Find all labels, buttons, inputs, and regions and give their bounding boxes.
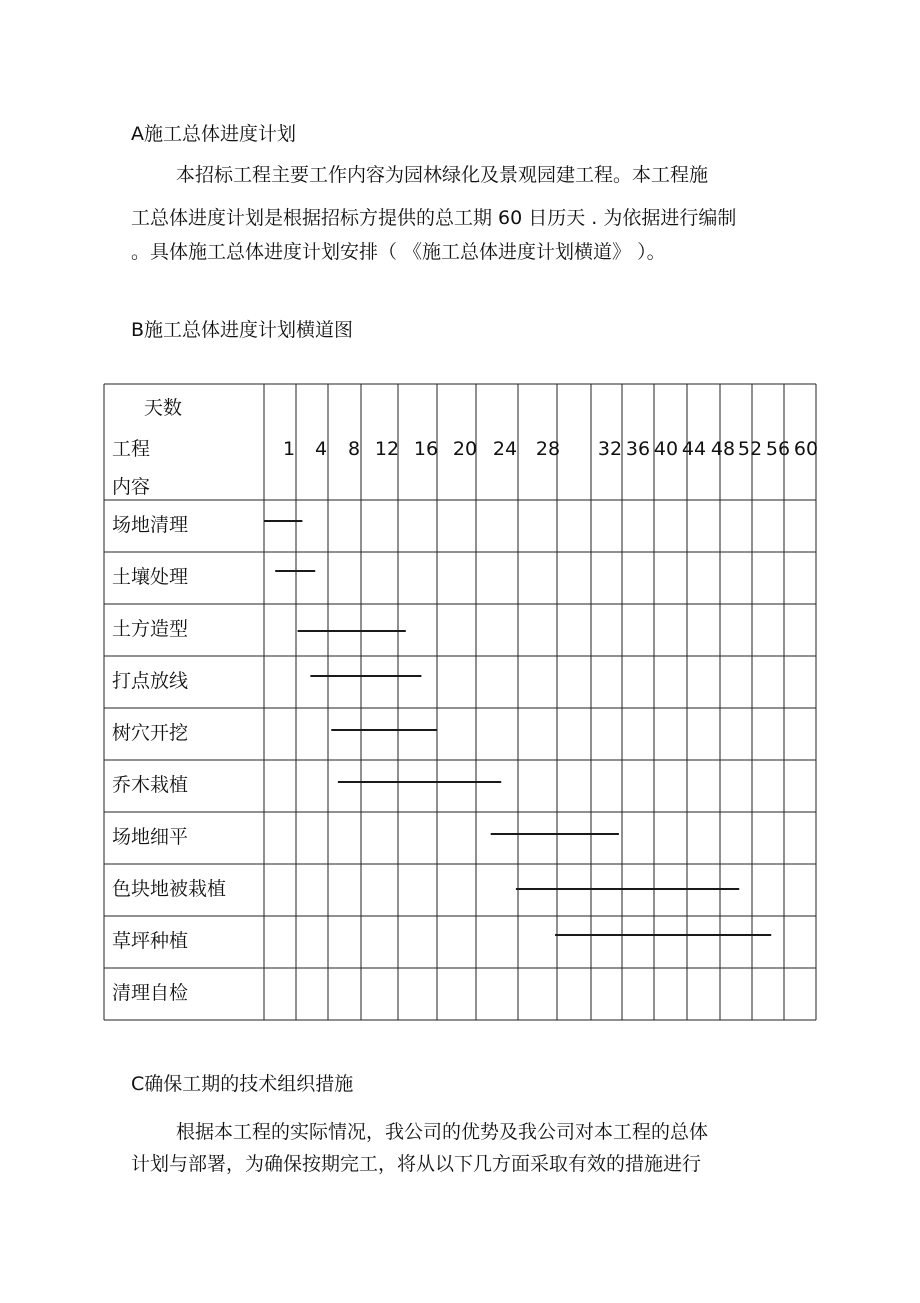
day-tick-label: 32 [597, 438, 623, 460]
section-b-title: B施工总体进度计划横道图 [131, 319, 354, 341]
day-tick-label: 36 [625, 438, 651, 460]
section-a-paragraph-line-1: 本招标工程主要工作内容为园林绿化及景观园建工程。本工程施 [176, 164, 709, 186]
day-tick-label: 60 [793, 438, 819, 460]
day-tick-label: 16 [413, 438, 439, 460]
section-c-paragraph-line-1: 根据本工程的实际情况，我公司的优势及我公司对本工程的总体 [176, 1121, 709, 1143]
header-days-label: 天数 [144, 397, 183, 419]
section-a-title: A施工总体进度计划 [131, 123, 296, 145]
task-name-label: 草坪种植 [112, 930, 189, 952]
day-tick-label: 4 [314, 438, 328, 460]
task-name-label: 色块地被栽植 [112, 878, 227, 900]
day-tick-label: 12 [374, 438, 400, 460]
section-a-paragraph-line-3: 。具体施工总体进度计划安排（ 《施工总体进度计划横道》 ）。 [131, 241, 666, 263]
day-tick-label: 52 [737, 438, 763, 460]
task-name-label: 场地细平 [112, 826, 189, 848]
header-content-label: 内容 [112, 476, 151, 498]
section-c-title: C确保工期的技术组织措施 [131, 1073, 354, 1095]
day-tick-label: 44 [681, 438, 707, 460]
day-tick-label: 48 [710, 438, 736, 460]
header-project-label: 工程 [112, 438, 151, 460]
task-name-label: 场地清理 [112, 514, 189, 536]
day-tick-label: 40 [653, 438, 679, 460]
section-a-paragraph-line-2: 工总体进度计划是根据招标方提供的总工期 60 日历天 . 为依据进行编制 [131, 207, 737, 229]
day-tick-label: 1 [282, 438, 296, 460]
day-tick-label: 28 [535, 438, 561, 460]
task-name-label: 树穴开挖 [112, 722, 189, 744]
task-name-label: 清理自检 [112, 982, 189, 1004]
day-tick-label: 20 [452, 438, 478, 460]
task-name-label: 打点放线 [112, 670, 189, 692]
section-c-paragraph-line-2: 计划与部署，为确保按期完工，将从以下几方面采取有效的措施进行 [131, 1153, 702, 1175]
task-name-label: 土方造型 [112, 618, 189, 640]
day-tick-label: 8 [347, 438, 361, 460]
day-tick-label: 56 [765, 438, 791, 460]
task-name-label: 乔木栽植 [112, 774, 189, 796]
day-tick-label: 24 [492, 438, 518, 460]
task-name-label: 土壤处理 [112, 566, 189, 588]
